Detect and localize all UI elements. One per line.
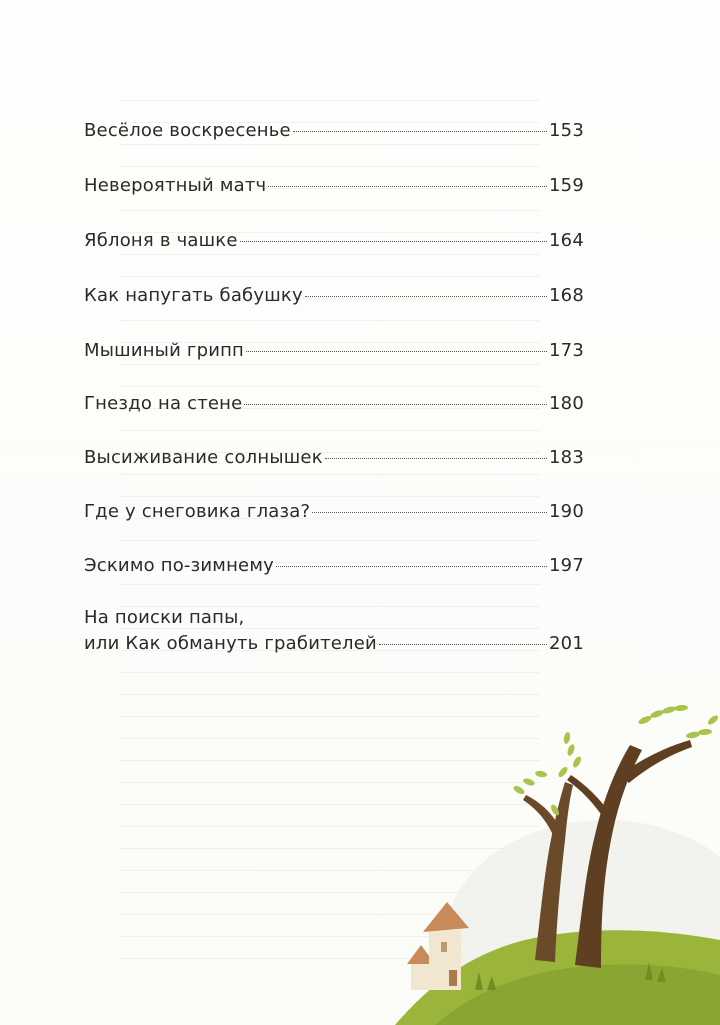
right-tree-branch-2: [567, 775, 611, 820]
toc-leader-dots: [276, 566, 547, 567]
house-window: [441, 942, 447, 952]
house-wall-left: [411, 962, 431, 990]
toc-entry-page: 164: [549, 230, 584, 251]
toc-entry[interactable]: [84, 605, 584, 657]
toc-entry[interactable]: [84, 338, 584, 364]
toc-leader-dots: [246, 351, 547, 352]
toc-entry-page: 190: [549, 501, 584, 522]
toc-entry-page: 197: [549, 555, 584, 576]
toc-leader-dots: [379, 644, 547, 645]
toc-entry-title: Весёлое воскресенье: [84, 120, 291, 141]
left-tree-branch: [523, 795, 559, 835]
toc-entry-title: Яблоня в чашке: [84, 230, 238, 251]
toc-entry-title-line2: или Как обмануть грабителей: [84, 633, 377, 654]
toc-entry-title: Высиживание солнышек: [84, 447, 323, 468]
toc-entry-page: 173: [549, 340, 584, 361]
toc-entry-page: 180: [549, 393, 584, 414]
toc-entry-title-line1: На поиски папы,: [84, 607, 245, 628]
toc-entry-page: 201: [549, 633, 584, 654]
toc-leader-dots: [268, 186, 547, 187]
toc-entry-page: 159: [549, 175, 584, 196]
toc-entry-title: Как напугать бабушку: [84, 285, 303, 306]
toc-leader-dots: [293, 131, 547, 132]
toc-leader-dots: [312, 512, 547, 513]
toc-entry[interactable]: [84, 118, 584, 144]
toc-entry[interactable]: [84, 391, 584, 417]
toc-entry[interactable]: [84, 283, 584, 309]
toc-entry-title: Где у снеговика глаза?: [84, 501, 311, 522]
toc-entry[interactable]: [84, 553, 584, 579]
toc-leader-dots: [240, 241, 547, 242]
toc-entry[interactable]: [84, 499, 584, 525]
toc-entry[interactable]: [84, 228, 584, 254]
toc-entry-title: Гнездо на стене: [84, 393, 243, 414]
toc-entry-title: Невероятный матч: [84, 175, 267, 196]
toc-entry-page: 153: [549, 120, 584, 141]
toc-entry-title: Эскимо по-зимнему: [84, 555, 274, 576]
toc-entry[interactable]: [84, 173, 584, 199]
toc-entry-page: 168: [549, 285, 584, 306]
toc-entry[interactable]: [84, 445, 584, 471]
toc-leader-dots: [244, 404, 547, 405]
toc-entry-page: 183: [549, 447, 584, 468]
house-door: [449, 970, 457, 986]
trees-house-illustration: [395, 690, 720, 1025]
toc-entry-title: Мышиный грипп: [84, 340, 245, 361]
toc-leader-dots: [305, 296, 547, 297]
toc-leader-dots: [325, 458, 547, 459]
